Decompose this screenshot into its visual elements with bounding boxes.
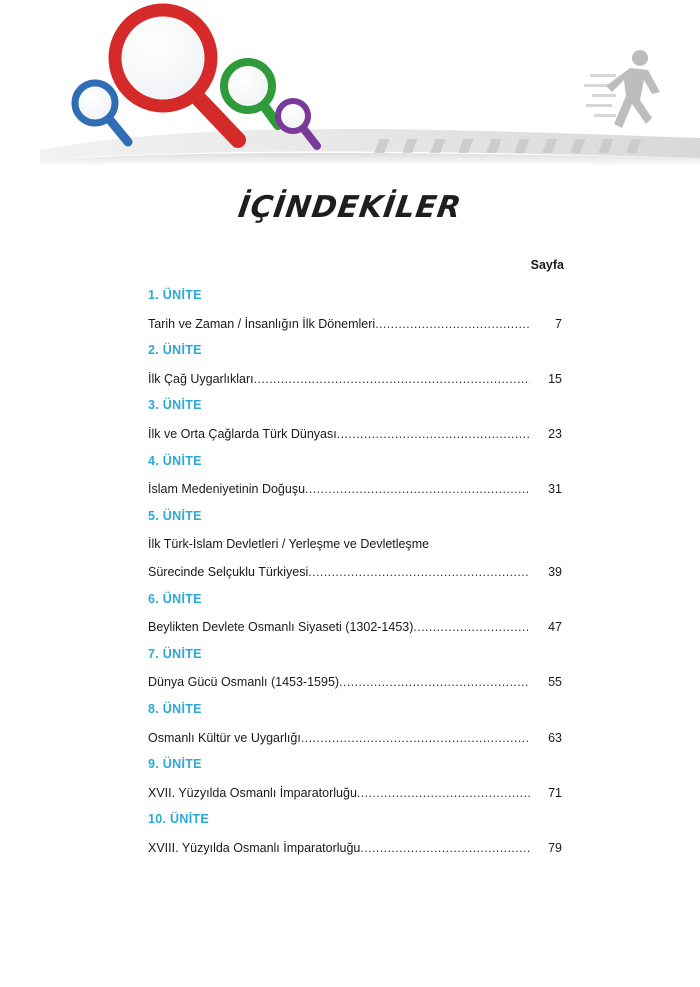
toc-entry-title: İslam Medeniyetinin Doğuşu (148, 482, 306, 497)
toc-entry-page: 15 (548, 371, 562, 386)
toc-entry[interactable] (148, 675, 564, 703)
page-title: İÇİNDEKİLER (236, 190, 464, 225)
toc-entry-page: 47 (548, 620, 562, 635)
toc-entry[interactable] (148, 786, 564, 814)
toc-entry-page: 55 (548, 675, 562, 690)
leader-dots (357, 786, 530, 800)
toc-entry[interactable] (148, 482, 564, 510)
page-column-header: Sayfa (530, 258, 564, 272)
toc-rows (148, 289, 564, 868)
unit-heading: 6. ÜNİTE (148, 591, 202, 606)
leader-dots (308, 565, 530, 579)
toc-entry-title: XVIII. Yüzyılda Osmanlı İmparatorluğu (148, 840, 361, 855)
toc-entry[interactable] (148, 317, 564, 345)
unit-heading: 10. ÜNİTE (148, 812, 210, 827)
toc-entry-page: 71 (548, 785, 562, 800)
leader-dots (337, 427, 530, 441)
toc-entry-page: 39 (548, 564, 562, 579)
leader-dots (301, 731, 530, 745)
green-magnifier-icon (224, 62, 278, 125)
leader-dots (305, 482, 530, 496)
unit-heading: 1. ÜNİTE (148, 288, 202, 302)
toc-entry-title: İlk Türk-İslam Devletleri / Yerleşme ve Devletleşme (148, 537, 430, 552)
unit-heading: 8. ÜNİTE (148, 701, 202, 716)
toc-entry-title: İlk ve Orta Çağlarda Türk Dünyası (148, 426, 337, 441)
toc-entry-title: Osmanlı Kültür ve Uygarlığı (148, 730, 301, 745)
toc-entry-title: XVII. Yüzyılda Osmanlı İmparatorluğu (148, 785, 357, 800)
red-magnifier-icon (115, 10, 238, 140)
toc-entry-title: Beylikten Devlete Osmanlı Siyaseti (1302-1453) (148, 620, 414, 635)
leader-dots (339, 675, 530, 689)
leader-dots (375, 317, 530, 331)
toc-entry-page: 23 (548, 426, 562, 441)
leader-dots (254, 372, 530, 386)
toc-entry[interactable] (148, 731, 564, 759)
blue-magnifier-icon (75, 83, 128, 142)
toc-entry[interactable] (148, 427, 564, 455)
unit-heading: 2. ÜNİTE (148, 343, 202, 358)
leader-dots (413, 620, 530, 634)
toc-entry-title: Dünya Gücü Osmanlı (1453-1595) (148, 675, 340, 690)
toc-entry[interactable] (148, 372, 564, 400)
toc-entry-title: İlk Çağ Uygarlıkları (148, 371, 254, 386)
leader-dots (360, 841, 530, 855)
unit-heading: 5. ÜNİTE (148, 508, 202, 523)
unit-heading: 7. ÜNİTE (148, 646, 202, 661)
unit-heading: 9. ÜNİTE (148, 757, 202, 772)
toc-entry-page: 79 (548, 840, 562, 855)
toc-entry[interactable] (148, 841, 564, 869)
toc-entry-page: 7 (555, 316, 562, 331)
toc-entry-title: Sürecinde Selçuklu Türkiyesi (148, 564, 309, 579)
unit-heading: 4. ÜNİTE (148, 453, 202, 468)
toc-entry-page: 31 (548, 482, 562, 497)
unit-heading: 3. ÜNİTE (148, 398, 202, 413)
runner-icon (584, 50, 660, 128)
toc-entry[interactable] (148, 565, 564, 593)
toc-entry-title: Tarih ve Zaman / İnsanlığın İlk Dönemleri (148, 316, 376, 331)
toc-entry-page: 63 (548, 730, 562, 745)
toc-entry[interactable] (148, 537, 564, 565)
toc-entry[interactable] (148, 620, 564, 648)
header-artwork (0, 0, 700, 170)
